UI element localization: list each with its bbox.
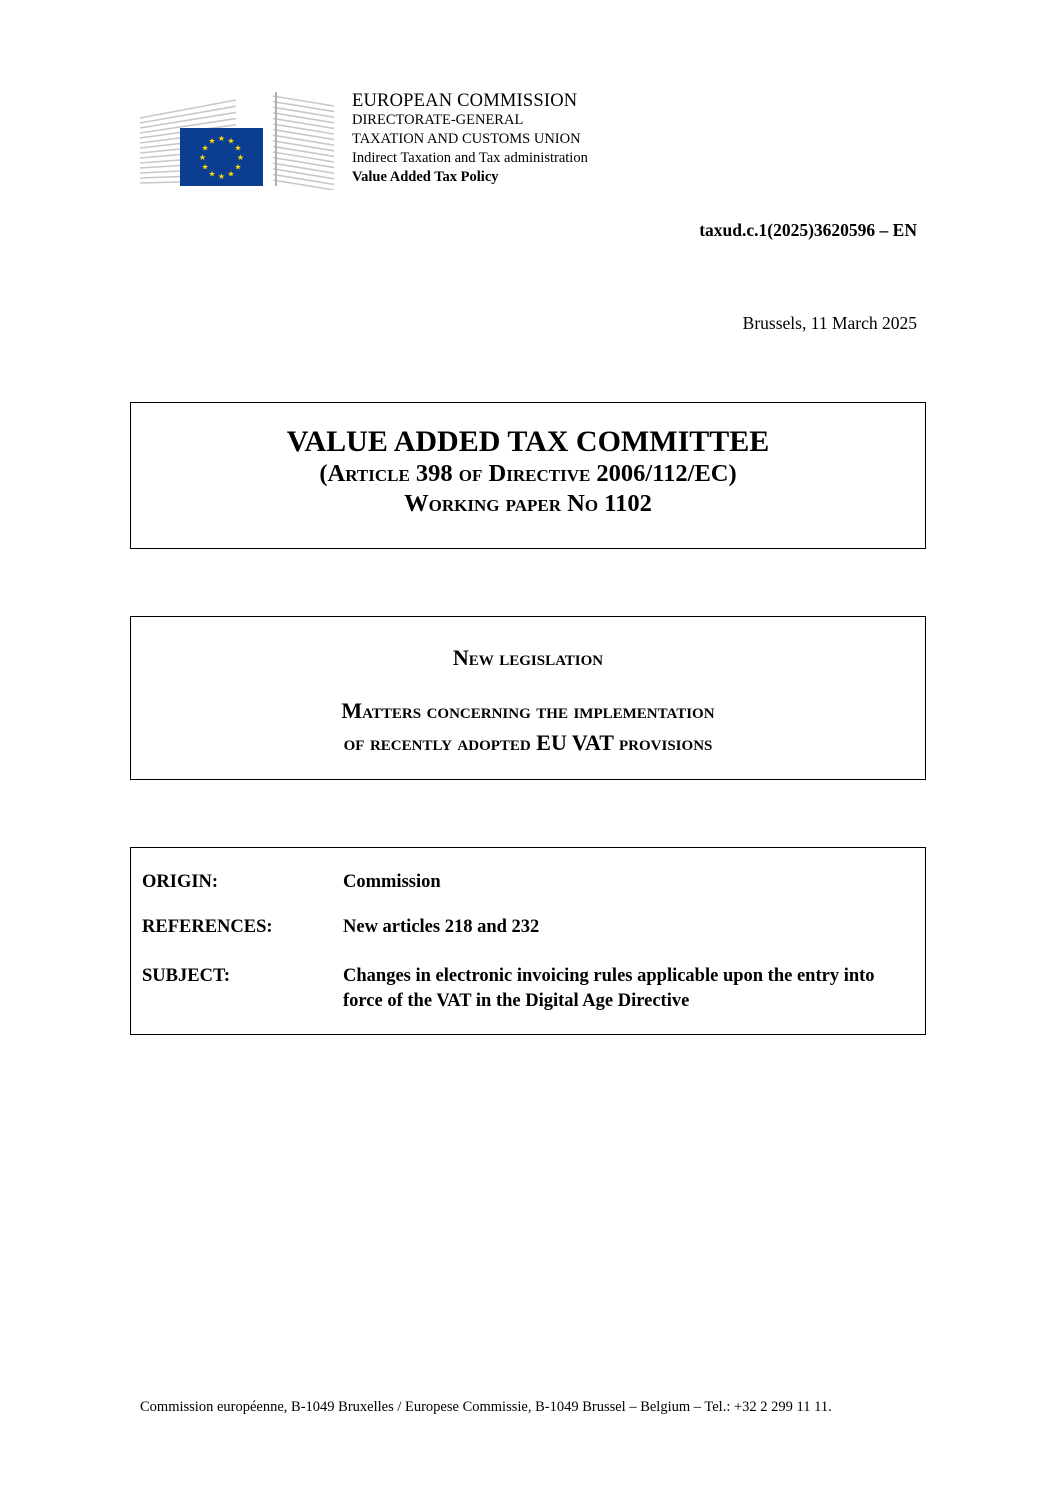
eu-star-icon: ★ (234, 162, 242, 172)
document-date: Brussels, 11 March 2025 (742, 313, 917, 333)
eu-star-icon: ★ (208, 136, 216, 146)
subject-value: Changes in electronic invoicing rules applicable upon the entry into force of the VAT in the Digital Age Directive (343, 966, 875, 1011)
directorate-general-header (352, 92, 588, 187)
references-value: New articles 218 and 232 (343, 917, 540, 937)
section-heading: New legislation (452, 645, 604, 670)
european-commission-logo-icon (138, 88, 336, 190)
page-footer: Commission européenne, B-1049 Bruxelles / Europese Commissie, B-1049 Brussel – Belgium – Tel.: +32 2 299 11 11. (140, 1399, 832, 1415)
matter-heading-line-2: of recently adopted EU VAT provisions (343, 730, 713, 755)
eu-star-icon: ★ (208, 169, 216, 179)
eu-star-icon: ★ (217, 134, 226, 143)
origin-label: ORIGIN: (142, 872, 219, 892)
article-reference: (Article 398 of Directive 2006/112/EC) (319, 460, 737, 487)
unit-name: Value Added Tax Policy (352, 169, 499, 185)
committee-title: VALUE ADDED TAX COMMITTEE (286, 425, 770, 458)
directorate-name: Indirect Taxation and Tax administration (352, 150, 588, 166)
eu-star-icon: ★ (201, 143, 209, 153)
matter-heading-line-1: Matters concerning the implementation (341, 698, 715, 723)
working-paper-number: Working paper No 1102 (404, 490, 652, 517)
eu-star-icon: ★ (201, 162, 209, 172)
directorate-general-label: DIRECTORATE-GENERAL (352, 112, 524, 128)
legislation-box (130, 616, 926, 780)
subject-label: SUBJECT: (142, 966, 231, 986)
committee-title-box (130, 402, 926, 549)
eu-star-icon: ★ (234, 143, 242, 153)
eu-star-icon: ★ (227, 136, 235, 146)
references-label: REFERENCES: (142, 917, 273, 937)
document-reference: taxud.c.1(2025)3620596 – EN (699, 220, 917, 240)
organisation-name: EUROPEAN COMMISSION (352, 91, 578, 111)
eu-star-icon: ★ (198, 153, 207, 162)
eu-star-icon: ★ (227, 169, 235, 179)
eu-star-icon: ★ (236, 153, 245, 162)
eu-star-icon: ★ (217, 172, 226, 181)
dg-name: TAXATION AND CUSTOMS UNION (352, 131, 581, 147)
document-info-box (130, 847, 926, 1035)
origin-value: Commission (343, 872, 441, 892)
